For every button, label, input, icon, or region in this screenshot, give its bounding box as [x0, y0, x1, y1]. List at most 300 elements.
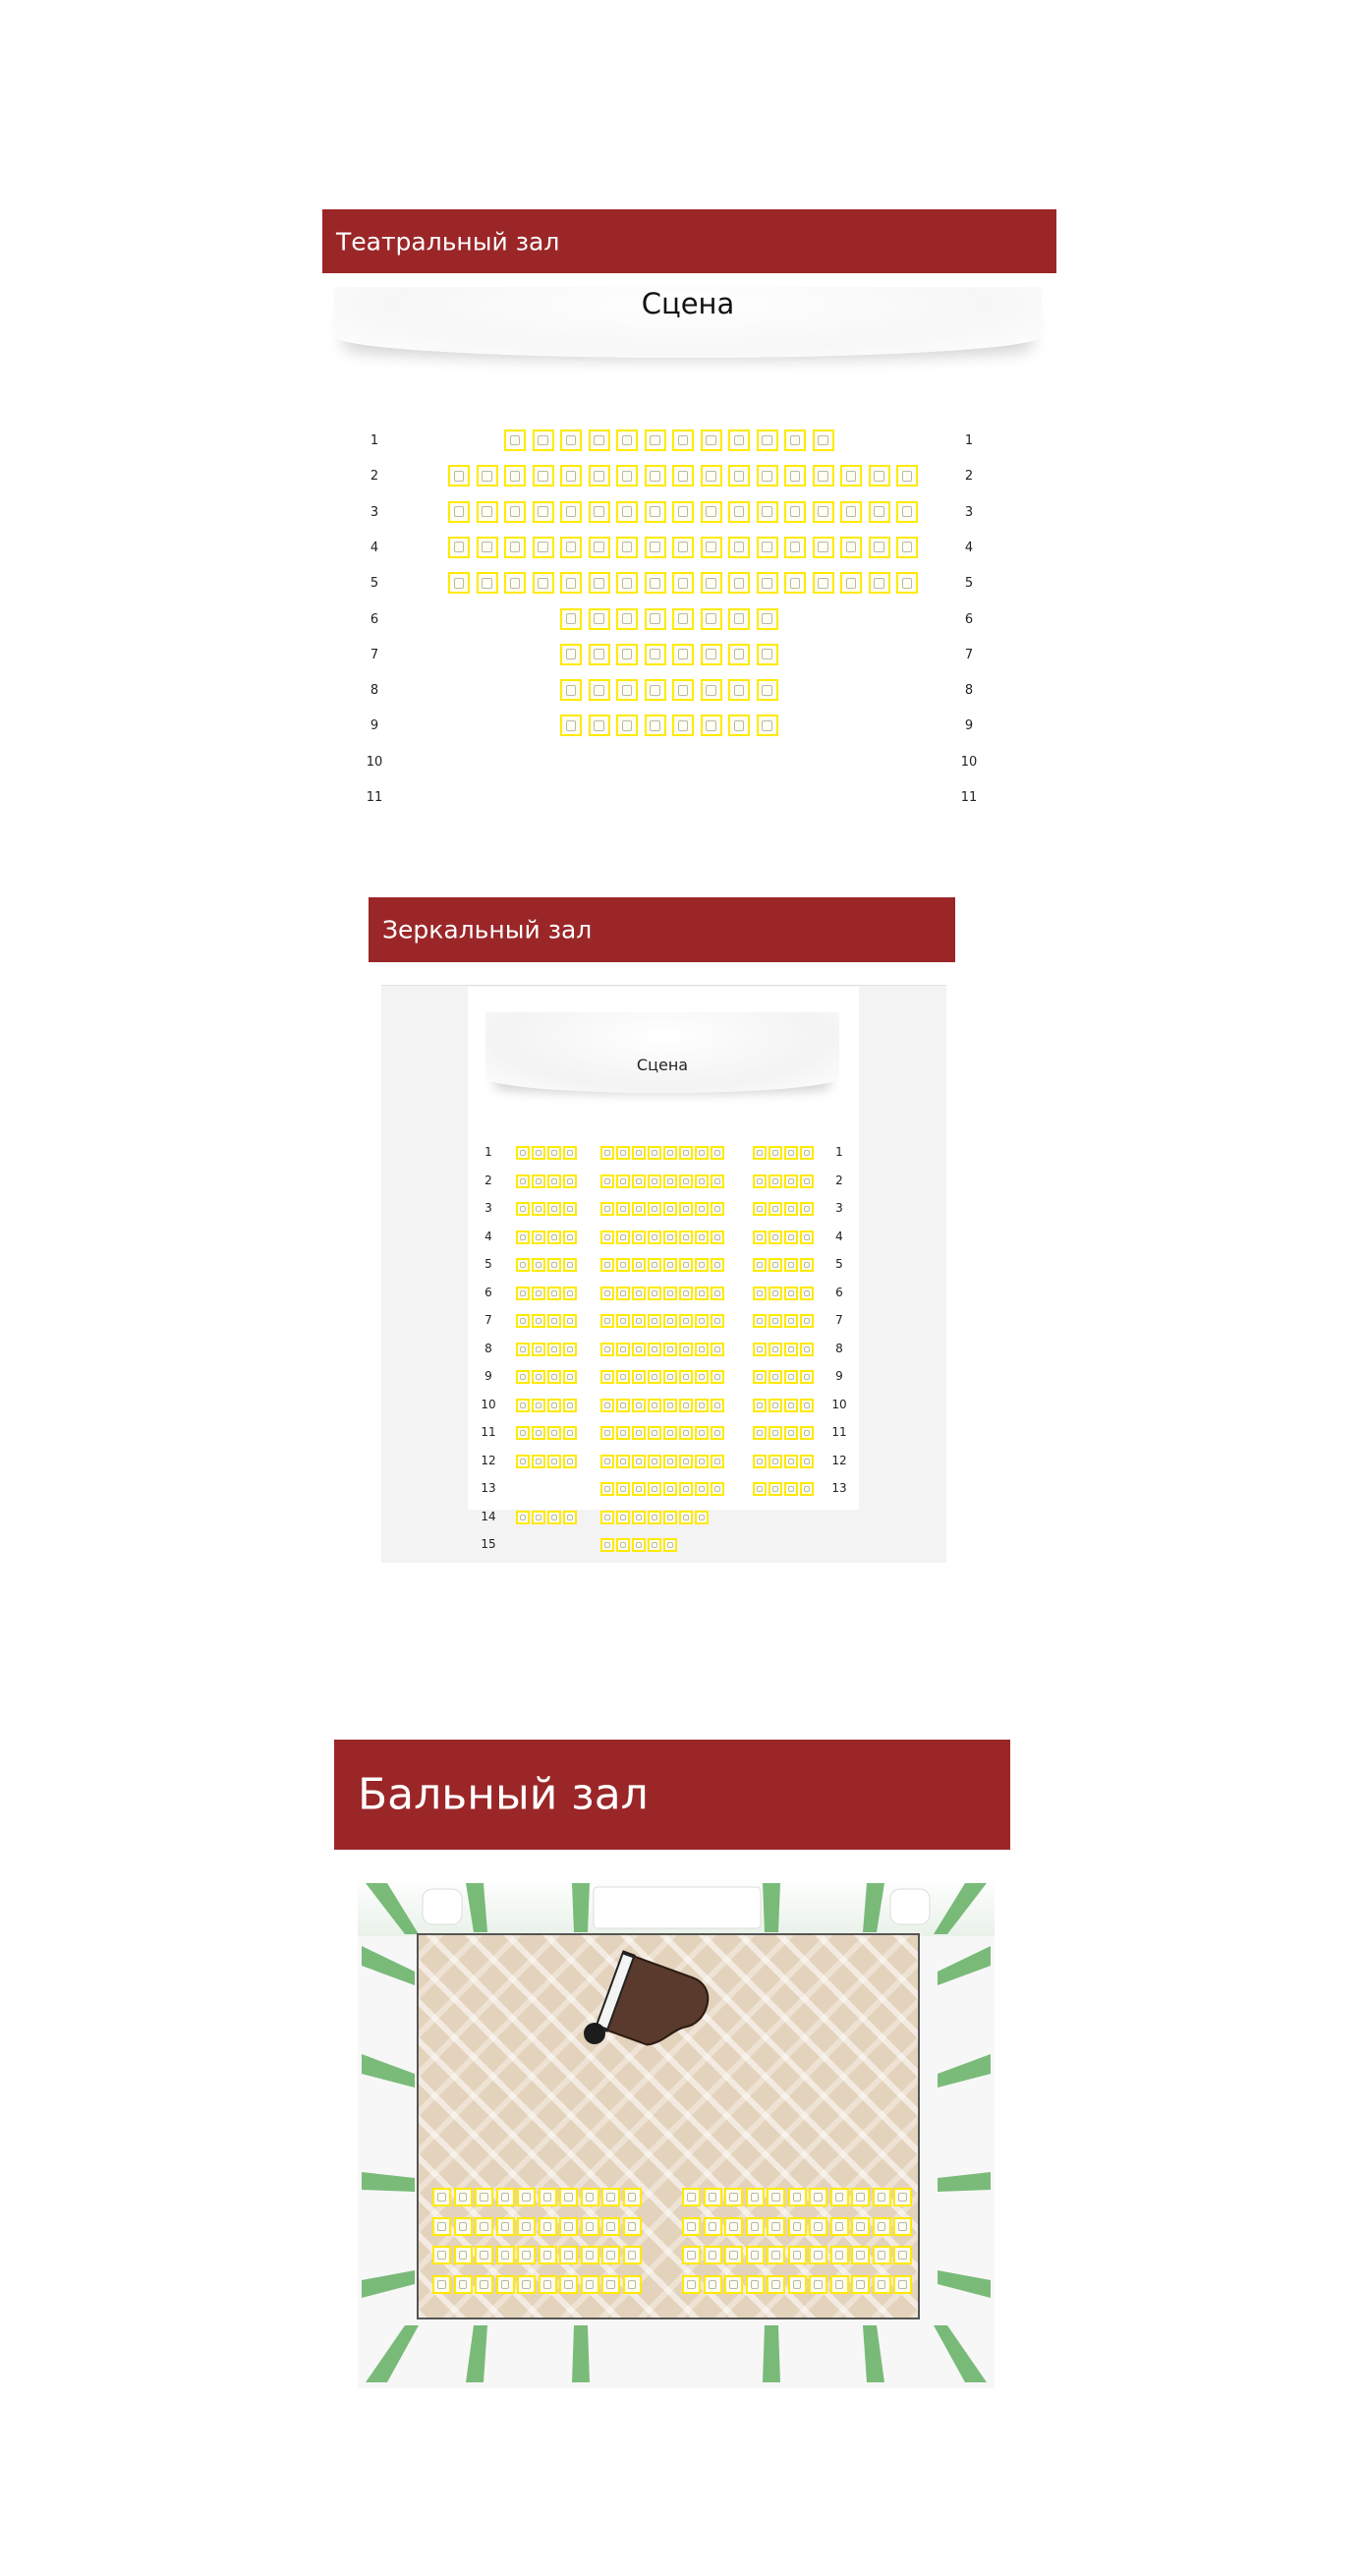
mirror-seat[interactable]: [563, 1287, 577, 1300]
mirror-seat[interactable]: [632, 1287, 646, 1300]
mirror-seat[interactable]: [616, 1399, 630, 1412]
theatre-seat[interactable]: [728, 501, 750, 523]
mirror-seat[interactable]: [711, 1174, 724, 1188]
ballroom-seat[interactable]: [581, 2275, 599, 2294]
theatre-seat[interactable]: [616, 608, 638, 630]
theatre-seat[interactable]: [645, 501, 666, 523]
ballroom-seat[interactable]: [809, 2217, 827, 2236]
ballroom-seat[interactable]: [746, 2246, 765, 2264]
mirror-seat[interactable]: [532, 1202, 545, 1216]
ballroom-seat[interactable]: [830, 2188, 849, 2206]
theatre-seat[interactable]: [813, 429, 834, 451]
mirror-seat[interactable]: [600, 1314, 614, 1328]
ballroom-seat[interactable]: [559, 2188, 578, 2206]
ballroom-seat[interactable]: [851, 2188, 870, 2206]
mirror-seat[interactable]: [547, 1314, 561, 1328]
theatre-seat[interactable]: [813, 572, 834, 594]
mirror-seat[interactable]: [648, 1202, 661, 1216]
mirror-seat[interactable]: [784, 1231, 798, 1244]
ballroom-seat[interactable]: [601, 2188, 620, 2206]
theatre-seat[interactable]: [784, 465, 806, 487]
mirror-seat[interactable]: [679, 1399, 693, 1412]
theatre-seat[interactable]: [589, 501, 610, 523]
theatre-seat[interactable]: [672, 572, 694, 594]
mirror-seat[interactable]: [800, 1482, 814, 1496]
mirror-seat[interactable]: [663, 1482, 677, 1496]
mirror-seat[interactable]: [784, 1482, 798, 1496]
mirror-seat[interactable]: [600, 1174, 614, 1188]
mirror-seat[interactable]: [600, 1370, 614, 1384]
mirror-seat[interactable]: [532, 1146, 545, 1160]
mirror-seat[interactable]: [768, 1146, 782, 1160]
ballroom-seat[interactable]: [623, 2217, 642, 2236]
mirror-seat[interactable]: [532, 1314, 545, 1328]
mirror-seat[interactable]: [784, 1146, 798, 1160]
mirror-seat[interactable]: [532, 1455, 545, 1468]
mirror-seat[interactable]: [768, 1174, 782, 1188]
theatre-seat[interactable]: [504, 465, 526, 487]
ballroom-seat[interactable]: [601, 2275, 620, 2294]
theatre-seat[interactable]: [560, 465, 582, 487]
mirror-seat[interactable]: [679, 1314, 693, 1328]
theatre-seat[interactable]: [448, 572, 470, 594]
ballroom-seat[interactable]: [454, 2246, 473, 2264]
theatre-seat[interactable]: [840, 501, 862, 523]
theatre-seat[interactable]: [448, 465, 470, 487]
ballroom-seat[interactable]: [746, 2217, 765, 2236]
mirror-seat[interactable]: [616, 1146, 630, 1160]
ballroom-seat[interactable]: [496, 2246, 515, 2264]
theatre-seat[interactable]: [645, 644, 666, 665]
mirror-seat[interactable]: [679, 1231, 693, 1244]
theatre-seat[interactable]: [728, 644, 750, 665]
theatre-seat[interactable]: [701, 501, 722, 523]
theatre-seat[interactable]: [840, 537, 862, 558]
ballroom-seat[interactable]: [682, 2188, 701, 2206]
mirror-seat[interactable]: [563, 1343, 577, 1356]
theatre-seat[interactable]: [757, 608, 778, 630]
mirror-seat[interactable]: [563, 1174, 577, 1188]
ballroom-seat[interactable]: [517, 2275, 536, 2294]
theatre-seat[interactable]: [645, 465, 666, 487]
mirror-seat[interactable]: [663, 1146, 677, 1160]
mirror-seat[interactable]: [663, 1455, 677, 1468]
mirror-seat[interactable]: [695, 1174, 709, 1188]
mirror-seat[interactable]: [547, 1455, 561, 1468]
mirror-seat[interactable]: [663, 1370, 677, 1384]
mirror-seat[interactable]: [768, 1399, 782, 1412]
theatre-seat[interactable]: [728, 608, 750, 630]
mirror-seat[interactable]: [563, 1426, 577, 1440]
mirror-seat[interactable]: [695, 1258, 709, 1272]
mirror-seat[interactable]: [516, 1231, 530, 1244]
theatre-seat[interactable]: [533, 537, 554, 558]
theatre-seat[interactable]: [504, 537, 526, 558]
ballroom-seat[interactable]: [724, 2217, 743, 2236]
ballroom-seat[interactable]: [601, 2217, 620, 2236]
ballroom-seat[interactable]: [873, 2188, 891, 2206]
mirror-seat[interactable]: [800, 1287, 814, 1300]
mirror-seat[interactable]: [563, 1258, 577, 1272]
mirror-seat[interactable]: [532, 1174, 545, 1188]
mirror-seat[interactable]: [632, 1511, 646, 1524]
mirror-seat[interactable]: [563, 1146, 577, 1160]
theatre-seat[interactable]: [757, 644, 778, 665]
mirror-seat[interactable]: [616, 1370, 630, 1384]
mirror-seat[interactable]: [695, 1146, 709, 1160]
mirror-seat[interactable]: [547, 1146, 561, 1160]
theatre-seat[interactable]: [616, 465, 638, 487]
mirror-seat[interactable]: [600, 1538, 614, 1552]
mirror-seat[interactable]: [648, 1511, 661, 1524]
ballroom-seat[interactable]: [873, 2275, 891, 2294]
theatre-seat[interactable]: [504, 501, 526, 523]
theatre-seat[interactable]: [589, 537, 610, 558]
mirror-seat[interactable]: [753, 1202, 767, 1216]
mirror-seat[interactable]: [711, 1370, 724, 1384]
ballroom-seat[interactable]: [746, 2275, 765, 2294]
mirror-seat[interactable]: [532, 1343, 545, 1356]
ballroom-seat[interactable]: [623, 2188, 642, 2206]
ballroom-seat[interactable]: [893, 2275, 912, 2294]
mirror-seat[interactable]: [547, 1399, 561, 1412]
theatre-seat[interactable]: [589, 644, 610, 665]
theatre-seat[interactable]: [672, 537, 694, 558]
theatre-seat[interactable]: [869, 465, 890, 487]
mirror-seat[interactable]: [753, 1146, 767, 1160]
mirror-seat[interactable]: [679, 1343, 693, 1356]
ballroom-seat[interactable]: [893, 2246, 912, 2264]
theatre-seat[interactable]: [869, 537, 890, 558]
mirror-seat[interactable]: [632, 1482, 646, 1496]
ballroom-seat[interactable]: [559, 2246, 578, 2264]
mirror-seat[interactable]: [632, 1202, 646, 1216]
mirror-seat[interactable]: [616, 1455, 630, 1468]
theatre-seat[interactable]: [757, 501, 778, 523]
theatre-seat[interactable]: [533, 572, 554, 594]
mirror-seat[interactable]: [648, 1231, 661, 1244]
mirror-seat[interactable]: [563, 1314, 577, 1328]
mirror-seat[interactable]: [711, 1455, 724, 1468]
mirror-seat[interactable]: [663, 1174, 677, 1188]
mirror-seat[interactable]: [648, 1146, 661, 1160]
mirror-seat[interactable]: [800, 1202, 814, 1216]
mirror-seat[interactable]: [648, 1343, 661, 1356]
theatre-seat[interactable]: [560, 429, 582, 451]
mirror-seat[interactable]: [632, 1258, 646, 1272]
theatre-seat[interactable]: [616, 715, 638, 736]
theatre-seat[interactable]: [701, 537, 722, 558]
theatre-seat[interactable]: [672, 501, 694, 523]
mirror-seat[interactable]: [632, 1538, 646, 1552]
mirror-seat[interactable]: [753, 1258, 767, 1272]
theatre-seat[interactable]: [560, 644, 582, 665]
ballroom-seat[interactable]: [851, 2217, 870, 2236]
mirror-seat[interactable]: [532, 1231, 545, 1244]
theatre-seat[interactable]: [757, 715, 778, 736]
mirror-seat[interactable]: [679, 1146, 693, 1160]
theatre-seat[interactable]: [477, 537, 498, 558]
theatre-seat[interactable]: [701, 572, 722, 594]
mirror-seat[interactable]: [600, 1231, 614, 1244]
mirror-seat[interactable]: [711, 1258, 724, 1272]
ballroom-seat[interactable]: [830, 2217, 849, 2236]
mirror-seat[interactable]: [753, 1343, 767, 1356]
ballroom-seat[interactable]: [724, 2188, 743, 2206]
theatre-seat[interactable]: [701, 608, 722, 630]
ballroom-seat[interactable]: [559, 2275, 578, 2294]
mirror-seat[interactable]: [784, 1426, 798, 1440]
theatre-seat[interactable]: [589, 608, 610, 630]
ballroom-seat[interactable]: [581, 2188, 599, 2206]
ballroom-seat[interactable]: [539, 2275, 557, 2294]
mirror-seat[interactable]: [516, 1146, 530, 1160]
theatre-seat[interactable]: [728, 715, 750, 736]
mirror-seat[interactable]: [695, 1482, 709, 1496]
theatre-seat[interactable]: [589, 429, 610, 451]
ballroom-seat[interactable]: [788, 2275, 807, 2294]
theatre-seat[interactable]: [560, 537, 582, 558]
mirror-seat[interactable]: [616, 1482, 630, 1496]
ballroom-seat[interactable]: [809, 2246, 827, 2264]
mirror-seat[interactable]: [563, 1399, 577, 1412]
mirror-seat[interactable]: [663, 1314, 677, 1328]
theatre-seat[interactable]: [672, 679, 694, 701]
theatre-seat[interactable]: [645, 572, 666, 594]
theatre-seat[interactable]: [616, 572, 638, 594]
mirror-seat[interactable]: [679, 1174, 693, 1188]
mirror-seat[interactable]: [679, 1202, 693, 1216]
mirror-seat[interactable]: [648, 1399, 661, 1412]
ballroom-seat[interactable]: [851, 2246, 870, 2264]
ballroom-seat[interactable]: [893, 2188, 912, 2206]
theatre-seat[interactable]: [728, 679, 750, 701]
mirror-seat[interactable]: [711, 1314, 724, 1328]
mirror-seat[interactable]: [695, 1231, 709, 1244]
mirror-seat[interactable]: [648, 1258, 661, 1272]
mirror-seat[interactable]: [800, 1146, 814, 1160]
mirror-seat[interactable]: [600, 1146, 614, 1160]
ballroom-seat[interactable]: [809, 2275, 827, 2294]
theatre-seat[interactable]: [672, 465, 694, 487]
mirror-seat[interactable]: [516, 1370, 530, 1384]
mirror-seat[interactable]: [648, 1314, 661, 1328]
mirror-seat[interactable]: [695, 1370, 709, 1384]
theatre-seat[interactable]: [560, 501, 582, 523]
theatre-seat[interactable]: [533, 429, 554, 451]
ballroom-seat[interactable]: [581, 2246, 599, 2264]
mirror-seat[interactable]: [663, 1343, 677, 1356]
theatre-seat[interactable]: [701, 644, 722, 665]
mirror-seat[interactable]: [800, 1231, 814, 1244]
ballroom-seat[interactable]: [454, 2275, 473, 2294]
ballroom-seat[interactable]: [432, 2188, 451, 2206]
mirror-seat[interactable]: [632, 1370, 646, 1384]
mirror-seat[interactable]: [616, 1343, 630, 1356]
mirror-seat[interactable]: [648, 1482, 661, 1496]
mirror-seat[interactable]: [616, 1174, 630, 1188]
ballroom-seat[interactable]: [873, 2217, 891, 2236]
mirror-seat[interactable]: [695, 1287, 709, 1300]
mirror-seat[interactable]: [753, 1287, 767, 1300]
theatre-seat[interactable]: [645, 679, 666, 701]
theatre-seat[interactable]: [533, 465, 554, 487]
mirror-seat[interactable]: [632, 1343, 646, 1356]
mirror-seat[interactable]: [800, 1370, 814, 1384]
theatre-seat[interactable]: [448, 537, 470, 558]
theatre-seat[interactable]: [840, 465, 862, 487]
mirror-seat[interactable]: [532, 1426, 545, 1440]
ballroom-seat[interactable]: [496, 2217, 515, 2236]
mirror-seat[interactable]: [695, 1343, 709, 1356]
ballroom-seat[interactable]: [432, 2275, 451, 2294]
mirror-seat[interactable]: [547, 1511, 561, 1524]
theatre-seat[interactable]: [560, 572, 582, 594]
theatre-seat[interactable]: [616, 537, 638, 558]
mirror-seat[interactable]: [632, 1455, 646, 1468]
mirror-seat[interactable]: [648, 1174, 661, 1188]
mirror-seat[interactable]: [784, 1287, 798, 1300]
theatre-seat[interactable]: [448, 501, 470, 523]
mirror-seat[interactable]: [600, 1482, 614, 1496]
ballroom-seat[interactable]: [539, 2188, 557, 2206]
ballroom-seat[interactable]: [517, 2217, 536, 2236]
ballroom-seat[interactable]: [475, 2188, 493, 2206]
theatre-seat[interactable]: [560, 715, 582, 736]
theatre-seat[interactable]: [477, 501, 498, 523]
mirror-seat[interactable]: [768, 1231, 782, 1244]
ballroom-seat[interactable]: [788, 2217, 807, 2236]
ballroom-seat[interactable]: [704, 2217, 722, 2236]
mirror-seat[interactable]: [679, 1370, 693, 1384]
theatre-seat[interactable]: [784, 572, 806, 594]
theatre-seat[interactable]: [560, 608, 582, 630]
mirror-seat[interactable]: [695, 1426, 709, 1440]
mirror-seat[interactable]: [516, 1314, 530, 1328]
theatre-seat[interactable]: [869, 572, 890, 594]
ballroom-seat[interactable]: [454, 2217, 473, 2236]
mirror-seat[interactable]: [695, 1511, 709, 1524]
mirror-seat[interactable]: [695, 1399, 709, 1412]
ballroom-seat[interactable]: [517, 2188, 536, 2206]
ballroom-seat[interactable]: [682, 2217, 701, 2236]
mirror-seat[interactable]: [711, 1287, 724, 1300]
theatre-seat[interactable]: [728, 572, 750, 594]
mirror-seat[interactable]: [616, 1511, 630, 1524]
mirror-seat[interactable]: [711, 1343, 724, 1356]
mirror-seat[interactable]: [768, 1314, 782, 1328]
theatre-seat[interactable]: [784, 537, 806, 558]
mirror-seat[interactable]: [532, 1399, 545, 1412]
mirror-seat[interactable]: [753, 1174, 767, 1188]
mirror-seat[interactable]: [547, 1343, 561, 1356]
theatre-seat[interactable]: [757, 429, 778, 451]
theatre-seat[interactable]: [645, 715, 666, 736]
ballroom-seat[interactable]: [432, 2246, 451, 2264]
mirror-seat[interactable]: [663, 1426, 677, 1440]
mirror-seat[interactable]: [711, 1482, 724, 1496]
theatre-seat[interactable]: [672, 429, 694, 451]
ballroom-seat[interactable]: [851, 2275, 870, 2294]
mirror-seat[interactable]: [516, 1511, 530, 1524]
mirror-seat[interactable]: [632, 1231, 646, 1244]
mirror-seat[interactable]: [768, 1287, 782, 1300]
theatre-seat[interactable]: [896, 501, 918, 523]
mirror-seat[interactable]: [800, 1399, 814, 1412]
ballroom-seat[interactable]: [724, 2246, 743, 2264]
mirror-seat[interactable]: [768, 1426, 782, 1440]
mirror-seat[interactable]: [784, 1343, 798, 1356]
theatre-seat[interactable]: [728, 429, 750, 451]
ballroom-seat[interactable]: [704, 2246, 722, 2264]
ballroom-seat[interactable]: [682, 2246, 701, 2264]
mirror-seat[interactable]: [600, 1455, 614, 1468]
theatre-seat[interactable]: [560, 679, 582, 701]
ballroom-seat[interactable]: [788, 2246, 807, 2264]
theatre-seat[interactable]: [504, 429, 526, 451]
theatre-seat[interactable]: [701, 679, 722, 701]
mirror-seat[interactable]: [632, 1314, 646, 1328]
mirror-seat[interactable]: [547, 1174, 561, 1188]
mirror-seat[interactable]: [695, 1202, 709, 1216]
mirror-seat[interactable]: [600, 1343, 614, 1356]
theatre-seat[interactable]: [645, 537, 666, 558]
mirror-seat[interactable]: [800, 1426, 814, 1440]
mirror-seat[interactable]: [784, 1258, 798, 1272]
ballroom-seat[interactable]: [746, 2188, 765, 2206]
mirror-seat[interactable]: [663, 1511, 677, 1524]
ballroom-seat[interactable]: [475, 2246, 493, 2264]
mirror-seat[interactable]: [711, 1426, 724, 1440]
theatre-seat[interactable]: [728, 465, 750, 487]
theatre-seat[interactable]: [784, 429, 806, 451]
ballroom-seat[interactable]: [704, 2188, 722, 2206]
mirror-seat[interactable]: [547, 1370, 561, 1384]
ballroom-seat[interactable]: [475, 2217, 493, 2236]
ballroom-seat[interactable]: [767, 2188, 785, 2206]
ballroom-seat[interactable]: [623, 2246, 642, 2264]
mirror-seat[interactable]: [679, 1287, 693, 1300]
mirror-seat[interactable]: [663, 1202, 677, 1216]
mirror-seat[interactable]: [800, 1314, 814, 1328]
mirror-seat[interactable]: [711, 1202, 724, 1216]
theatre-seat[interactable]: [477, 465, 498, 487]
mirror-seat[interactable]: [516, 1202, 530, 1216]
theatre-seat[interactable]: [616, 501, 638, 523]
mirror-seat[interactable]: [679, 1455, 693, 1468]
theatre-seat[interactable]: [728, 537, 750, 558]
mirror-seat[interactable]: [800, 1455, 814, 1468]
ballroom-seat[interactable]: [682, 2275, 701, 2294]
mirror-seat[interactable]: [547, 1258, 561, 1272]
mirror-seat[interactable]: [663, 1287, 677, 1300]
theatre-seat[interactable]: [701, 465, 722, 487]
ballroom-seat[interactable]: [809, 2188, 827, 2206]
mirror-seat[interactable]: [753, 1314, 767, 1328]
mirror-seat[interactable]: [679, 1426, 693, 1440]
mirror-seat[interactable]: [663, 1538, 677, 1552]
mirror-seat[interactable]: [663, 1258, 677, 1272]
mirror-seat[interactable]: [663, 1399, 677, 1412]
mirror-seat[interactable]: [516, 1399, 530, 1412]
theatre-seat[interactable]: [589, 465, 610, 487]
ballroom-seat[interactable]: [724, 2275, 743, 2294]
ballroom-seat[interactable]: [623, 2275, 642, 2294]
ballroom-seat[interactable]: [767, 2217, 785, 2236]
mirror-seat[interactable]: [516, 1287, 530, 1300]
theatre-seat[interactable]: [896, 537, 918, 558]
mirror-seat[interactable]: [600, 1426, 614, 1440]
